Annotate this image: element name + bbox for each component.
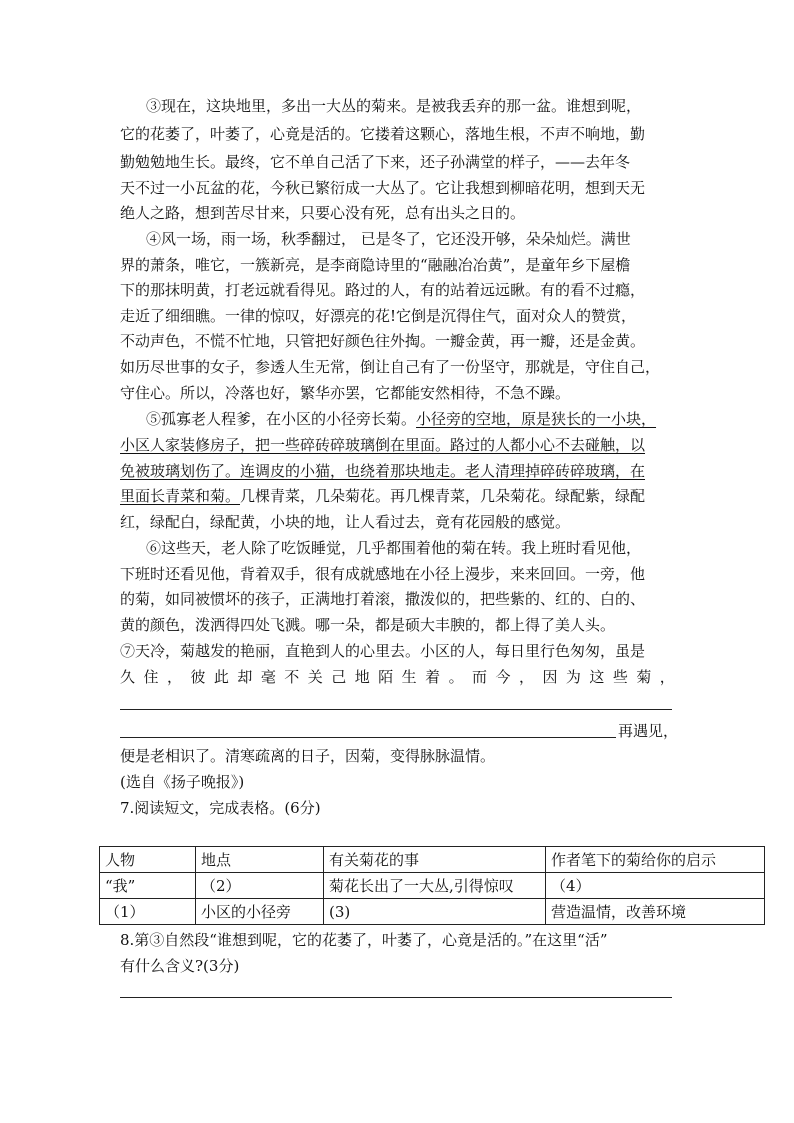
- question-8-line-2: 有什么含义?(3分): [120, 957, 240, 975]
- p7-char: ，: [659, 668, 675, 686]
- p7-char: 而: [472, 668, 488, 686]
- p5-line-4: [120, 486, 645, 506]
- p6-line-4: 黄的颜色，泼洒得四处飞溅。哪一朵，都是硕大丰腴的，都上得了美人头。: [120, 616, 616, 634]
- source-note: (选自《扬子晚报》): [120, 773, 245, 791]
- p7-char: 着: [425, 668, 441, 686]
- p7-char: 。: [448, 668, 464, 686]
- p4-line-7: 守住心。所以，冷落也好，繁华亦罢，它都能安然相待，不急不躁。: [120, 384, 571, 402]
- p7-char: 彼: [190, 668, 206, 686]
- p7-line-3-end: 再遇见，: [618, 722, 679, 740]
- table-header-cell: 地点: [196, 847, 324, 873]
- table-cell: “我”: [100, 873, 196, 899]
- table-cell: 营造温情，改善环境: [546, 899, 765, 925]
- p7-char: 毫: [260, 668, 276, 686]
- p5-line-4-plain: 几棵青菜，几朵菊花。再几棵青菜，几朵菊花。绿配紫，绿配: [240, 487, 646, 505]
- p5-line-1-underlined: 小径旁的空地，原是狭长的一小块，: [416, 410, 657, 428]
- p4-line-2: 界的萧条，唯它，一簇新亮，是李商隐诗里的“融融冶冶黄”，是童年乡下屋檐: [120, 256, 631, 274]
- p3-line-3: 勤勉勉地生长。最终，它不单自己活了下来，还子孙满堂的样子，——去年冬: [120, 153, 631, 171]
- p7-char: ，: [166, 668, 182, 686]
- p7-char: 今: [495, 668, 511, 686]
- p5-line-3: 免被玻璃划伤了。连调皮的小猫，也绕着那块地走。老人清理掉碎砖碎玻璃，在: [120, 462, 646, 480]
- p7-char: 不: [284, 668, 300, 686]
- p3-line-4: 天不过一小瓦盆的花，今秋已繁衍成一大丛了。它让我想到柳暗花明，想到天无: [120, 179, 646, 197]
- p7-line-1: ⑦天冷，菊越发的艳丽，直艳到人的心里去。小区的人，每日里行色匆匆，虽是: [120, 642, 646, 660]
- question-8-line-1: 8.第③自然段“谁想到呢，它的花萎了，叶萎了，心竟是活的。”在这里“活”: [120, 931, 608, 949]
- table-row: [100, 899, 765, 925]
- answer-blank-line-2[interactable]: [120, 737, 616, 738]
- p7-char: 却: [237, 668, 253, 686]
- table-cell: （2）: [196, 873, 324, 899]
- p4-line-4: 走近了细细瞧。一律的惊叹，好漂亮的花!它倒是沉得住气，面对众人的赞赏，: [120, 307, 637, 325]
- table-row: [100, 873, 765, 899]
- table-cell: 菊花长出了一大丛,引得惊叹: [324, 873, 546, 899]
- p4-line-6: 如历尽世事的女子，参透人生无常，倒让自己有了一份坚守，那就是，守住自己，: [120, 358, 661, 376]
- p7-char: 己: [331, 668, 347, 686]
- p3-line-2: 它的花萎了，叶萎了，心竟是活的。它搂着这颗心，落地生根，不声不响地，勤: [120, 125, 646, 143]
- table-cell: 小区的小径旁: [196, 899, 324, 925]
- p7-char: 生: [401, 668, 417, 686]
- p7-char: 地: [354, 668, 370, 686]
- table-cell: （4）: [546, 873, 765, 899]
- p7-char: 此: [213, 668, 229, 686]
- table-cell: (3): [324, 899, 546, 925]
- table-cell: （1）: [100, 899, 196, 925]
- p7-char: 菊: [636, 668, 652, 686]
- p7-char: 为: [565, 668, 581, 686]
- p7-char: 久: [120, 668, 136, 686]
- p4-line-1: ④风一场，雨一场，秋季翻过， 已是冬了，它还没开够，朵朵灿烂。满世: [146, 230, 631, 248]
- p7-line-4: 便是老相识了。清寒疏离的日子，因菊，变得脉脉温情。: [120, 747, 496, 765]
- p4-line-3: 下的那抹明黄，打老远就看得见。路过的人，有的站着远远瞅。有的看不过瘾，: [120, 281, 646, 299]
- p4-line-5: 不动声色，不慌不忙地，只管把好颜色往外掏。一瓣金黄，再一瓣，还是金黄。: [120, 332, 646, 350]
- p3-line-5: 绝人之路，想到苦尽甘来，只要心没有死，总有出头之日的。: [120, 204, 526, 222]
- p3-line-1: ③现在，这块地里，多出一大丛的菊来。是被我丢弃的那一盆。谁想到呢，: [146, 97, 642, 115]
- answer-blank-line-1[interactable]: [120, 709, 672, 710]
- table-header-cell: 人物: [100, 847, 196, 873]
- p6-line-3: 的菊，如同被惯坏的孩子，正满地打着滚，撒泼似的，把些紫的、红的、白的、: [120, 590, 646, 608]
- p7-char: ，: [518, 668, 534, 686]
- p7-char: 住: [143, 668, 159, 686]
- p7-char: 陌: [378, 668, 394, 686]
- p7-char: 这: [589, 668, 605, 686]
- question-7: 7.阅读短文，完成表格。(6分): [120, 799, 321, 817]
- p7-char: 些: [612, 668, 628, 686]
- answer-table: [99, 846, 765, 925]
- p5-line-2: 小区人家装修房子，把一些碎砖碎玻璃倒在里面。路过的人都小心不去碰触，以: [120, 436, 646, 454]
- p5-line-1: [146, 409, 656, 429]
- table-header-row: [100, 847, 765, 873]
- p5-line-5: 红，绿配白，绿配黄，小块的地，让人看过去，竟有花园般的感觉。: [120, 513, 571, 531]
- answer-blank-line-3[interactable]: [120, 997, 672, 998]
- p5-line-4-underlined: 里面长青菜和菊。: [120, 487, 241, 505]
- p7-char: 因: [542, 668, 558, 686]
- p7-char: 关: [307, 668, 323, 686]
- p6-line-1: ⑥这些天，老人除了吃饭睡觉，几乎都围着他的菊在转。我上班时看见他，: [146, 539, 642, 557]
- p7-line-2: [120, 667, 675, 687]
- p5-line-1-plain: ⑤孤寡老人程爹，在小区的小径旁长菊。: [146, 410, 417, 428]
- p6-line-2: 下班时还看见他，背着双手，很有成就感地在小径上漫步，来来回回。一旁，他: [120, 565, 646, 583]
- table-header-cell: 作者笔下的菊给你的启示: [546, 847, 765, 873]
- table-header-cell: 有关菊花的事: [324, 847, 546, 873]
